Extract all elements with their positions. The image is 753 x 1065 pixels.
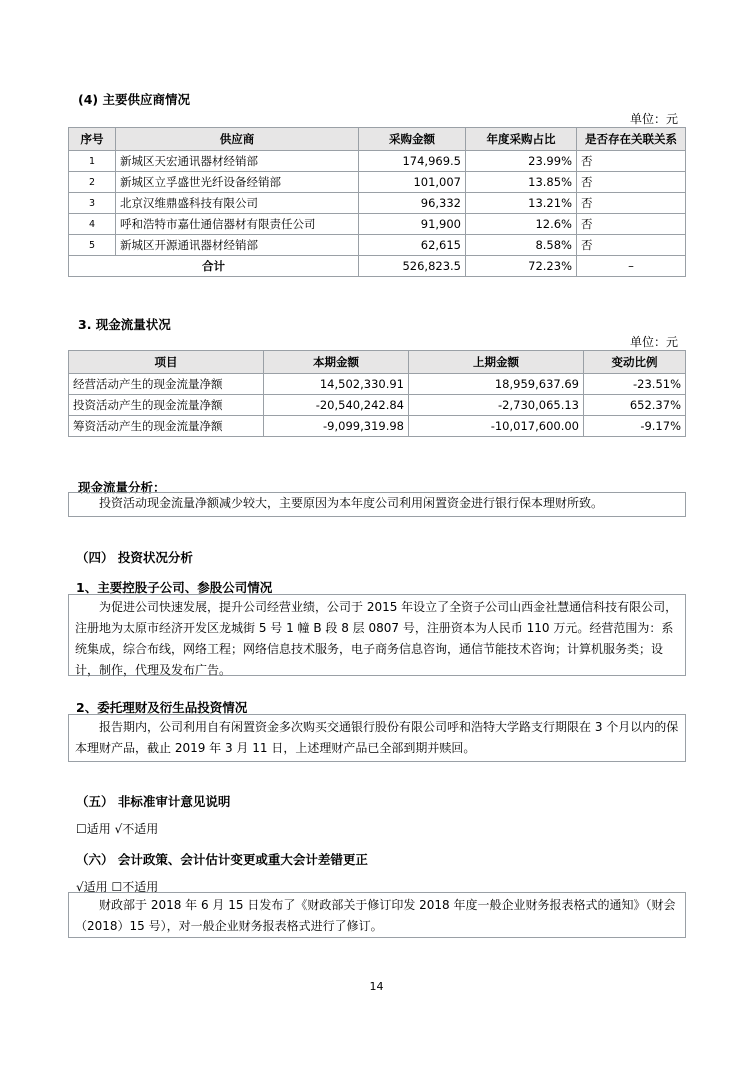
current-amount: 14,502,330.91 [264, 374, 409, 395]
total-related: – [577, 256, 686, 277]
subsidiary-text: 为促进公司快速发展，提升公司经营业绩，公司于 2015 年设立了全资子公司山西金社慧通信科技有限公司，注册地为太原市经济开发区龙城街 5 号 1 幢 B 段 8 层 0807 号，注册资本为人民币 110 万元。经营范围为：系统集成，综合布线，网络工程；网络信息技术服务，电子商务信息咨询，通信节能技术咨询；计算机服务类；设计，制作，代理及发布广告。 [68, 594, 686, 676]
row-number: 2 [69, 172, 116, 193]
table-row [69, 193, 686, 214]
purchase-ratio: 13.85% [466, 172, 577, 193]
cashflow-item: 投资活动产生的现金流量净额 [69, 395, 264, 416]
related-flag: 否 [577, 151, 686, 172]
accounting-change-options: √适用 ☐不适用 [76, 880, 159, 894]
col-header: 上期金额 [409, 351, 584, 374]
current-amount: -9,099,319.98 [264, 416, 409, 437]
section-cashflow-title: 3. 现金流量状况 [78, 317, 171, 332]
purchase-ratio: 13.21% [466, 193, 577, 214]
col-header: 本期金额 [264, 351, 409, 374]
table-header-row [69, 351, 686, 374]
change-ratio: -9.17% [584, 416, 686, 437]
col-header: 变动比例 [584, 351, 686, 374]
supplier-table [68, 127, 686, 277]
accounting-change-text: 财政部于 2018 年 6 月 15 日发布了《财政部关于修订印发 2018 年度一般企业财务报表格式的通知》（财会（2018）15 号），对一般企业财务报表格式进行了修订。 [68, 892, 686, 938]
previous-amount: -10,017,600.00 [409, 416, 584, 437]
cashflow-item: 经营活动产生的现金流量净额 [69, 374, 264, 395]
purchase-ratio: 23.99% [466, 151, 577, 172]
purchase-amount: 96,332 [359, 193, 466, 214]
table-row [69, 395, 686, 416]
purchase-amount: 91,900 [359, 214, 466, 235]
change-ratio: 652.37% [584, 395, 686, 416]
row-number: 3 [69, 193, 116, 214]
supplier-name: 新城区开源通讯器材经销部 [116, 235, 359, 256]
page-number: 14 [369, 980, 384, 993]
previous-amount: 18,959,637.69 [409, 374, 584, 395]
table-row [69, 214, 686, 235]
related-flag: 否 [577, 214, 686, 235]
audit-opinion-title: （五） 非标准审计意见说明 [76, 794, 231, 809]
table-row [69, 235, 686, 256]
total-label: 合计 [69, 256, 359, 277]
total-ratio: 72.23% [466, 256, 577, 277]
change-ratio: -23.51% [584, 374, 686, 395]
supplier-unit-label: 单位：元 [629, 112, 678, 126]
purchase-amount: 174,969.5 [359, 151, 466, 172]
purchase-amount: 62,615 [359, 235, 466, 256]
supplier-name: 新城区立孚盛世光纤设备经销部 [116, 172, 359, 193]
row-number: 1 [69, 151, 116, 172]
supplier-name: 呼和浩特市嘉仕通信器材有限责任公司 [116, 214, 359, 235]
previous-amount: -2,730,065.13 [409, 395, 584, 416]
supplier-name: 新城区天宏通讯器材经销部 [116, 151, 359, 172]
purchase-ratio: 12.6% [466, 214, 577, 235]
section-supplier-title: (4) 主要供应商情况 [78, 92, 190, 107]
row-number: 5 [69, 235, 116, 256]
table-row [69, 374, 686, 395]
col-header: 序号 [69, 128, 116, 151]
related-flag: 否 [577, 172, 686, 193]
investment-section-title: （四） 投资状况分析 [76, 550, 193, 565]
cashflow-analysis-title: 现金流量分析： [78, 480, 166, 495]
table-row [69, 151, 686, 172]
table-total-row [69, 256, 686, 277]
subsidiary-subtitle: 1、主要控股子公司、参股公司情况 [76, 580, 273, 595]
purchase-ratio: 8.58% [466, 235, 577, 256]
related-flag: 否 [577, 235, 686, 256]
related-flag: 否 [577, 193, 686, 214]
col-header: 供应商 [116, 128, 359, 151]
current-amount: -20,540,242.84 [264, 395, 409, 416]
cashflow-analysis-text: 投资活动现金流量净额减少较大，主要原因为本年度公司利用闲置资金进行银行保本理财所致。 [68, 492, 686, 517]
wealth-management-subtitle: 2、委托理财及衍生品投资情况 [76, 700, 248, 715]
audit-opinion-options: ☐适用 √不适用 [76, 822, 159, 836]
cashflow-item: 筹资活动产生的现金流量净额 [69, 416, 264, 437]
table-row [69, 416, 686, 437]
wealth-management-text: 报告期内，公司利用自有闲置资金多次购买交通银行股份有限公司呼和浩特大学路支行期限在 3 个月以内的保本理财产品，截止 2019 年 3 月 11 日，上述理财产品已全部到期并赎回。 [68, 714, 686, 762]
purchase-amount: 101,007 [359, 172, 466, 193]
table-row [69, 172, 686, 193]
col-header: 年度采购占比 [466, 128, 577, 151]
total-amount: 526,823.5 [359, 256, 466, 277]
col-header: 项目 [69, 351, 264, 374]
supplier-name: 北京汉维鼎盛科技有限公司 [116, 193, 359, 214]
cashflow-unit-label: 单位：元 [629, 335, 678, 349]
table-header-row [69, 128, 686, 151]
col-header: 是否存在关联关系 [577, 128, 686, 151]
accounting-change-title: （六） 会计政策、会计估计变更或重大会计差错更正 [76, 852, 368, 867]
row-number: 4 [69, 214, 116, 235]
col-header: 采购金额 [359, 128, 466, 151]
cashflow-table [68, 350, 686, 437]
